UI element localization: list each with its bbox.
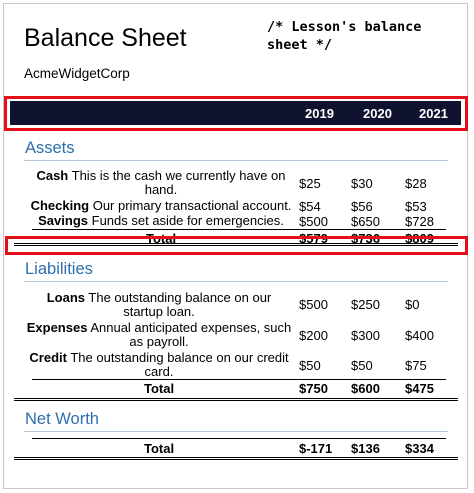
cell-value: $750 [299, 381, 328, 396]
row-name: Checking [30, 198, 90, 213]
cell-value: $50 [299, 358, 321, 373]
row-desc: Our primary transactional account. [92, 198, 292, 213]
total-rule [32, 438, 446, 439]
company-name: AcmeWidgetCorp [24, 66, 130, 81]
cell-value: $728 [405, 214, 434, 229]
liabilities-underline [24, 281, 448, 282]
cell-value: $334 [405, 441, 434, 456]
cell-value: $75 [405, 358, 427, 373]
total-rule [32, 379, 446, 380]
net-worth-heading: Net Worth [25, 410, 99, 428]
cell-value: $400 [405, 328, 434, 343]
assets-underline [24, 160, 448, 161]
cell-value: $25 [299, 176, 321, 191]
year-2020: 2020 [363, 106, 392, 121]
cell-value: $500 [299, 297, 328, 312]
cell-value: $250 [351, 297, 380, 312]
cell-value: $50 [351, 358, 373, 373]
assets-heading: Assets [25, 139, 75, 157]
cell-value: $500 [299, 214, 328, 229]
page-title: Balance Sheet [24, 24, 187, 52]
table-row-label [26, 291, 292, 319]
row-desc: The outstanding balance on our startup loan. [88, 290, 272, 319]
cell-value: $0 [405, 297, 420, 312]
cell-value: $650 [351, 214, 380, 229]
table-row-label [30, 169, 292, 197]
cell-value: $30 [351, 176, 373, 191]
net-worth-underline [24, 431, 448, 432]
row-name: Cash [36, 168, 69, 183]
double-divider [14, 457, 458, 460]
row-name: Expenses [26, 320, 88, 335]
row-name: Savings [38, 213, 88, 228]
year-2019: 2019 [305, 106, 334, 121]
year-2021: 2021 [419, 106, 448, 121]
highlight-box-header [4, 96, 468, 131]
cell-value: $56 [351, 199, 373, 214]
table-row-label [26, 321, 292, 349]
row-desc: Funds set aside for emergencies. [91, 213, 284, 228]
cell-value: $136 [351, 441, 380, 456]
table-row-label [26, 351, 292, 379]
assets-total-label: Total [146, 231, 177, 246]
table-row-label [32, 214, 290, 228]
total-rule [32, 229, 446, 230]
cell-value: $-171 [299, 441, 333, 456]
cell-value: $53 [405, 199, 427, 214]
row-name: Credit [29, 350, 67, 365]
cell-value: $475 [405, 381, 434, 396]
highlight-box-divider [5, 236, 468, 255]
net-worth-total-label: Total [144, 441, 175, 456]
liabilities-total-label: Total [144, 381, 175, 396]
cell-value: $300 [351, 328, 380, 343]
table-row-label [28, 199, 294, 213]
code-comment: /* Lesson's balance sheet */ [267, 19, 422, 53]
liabilities-heading: Liabilities [25, 260, 93, 278]
cell-value: $200 [299, 328, 328, 343]
row-desc: Annual anticipated expenses, such as payroll. [90, 320, 292, 349]
row-name: Loans [46, 290, 86, 305]
cell-value: $579 [299, 231, 328, 246]
cell-value: $54 [299, 199, 321, 214]
cell-value: $736 [351, 231, 380, 246]
cell-value: $600 [351, 381, 380, 396]
cell-value: $809 [405, 231, 434, 246]
cell-value: $28 [405, 176, 427, 191]
double-divider [14, 398, 458, 401]
row-desc: The outstanding balance on our credit card. [70, 350, 289, 379]
row-desc: This is the cash we currently have on hand. [71, 168, 286, 197]
